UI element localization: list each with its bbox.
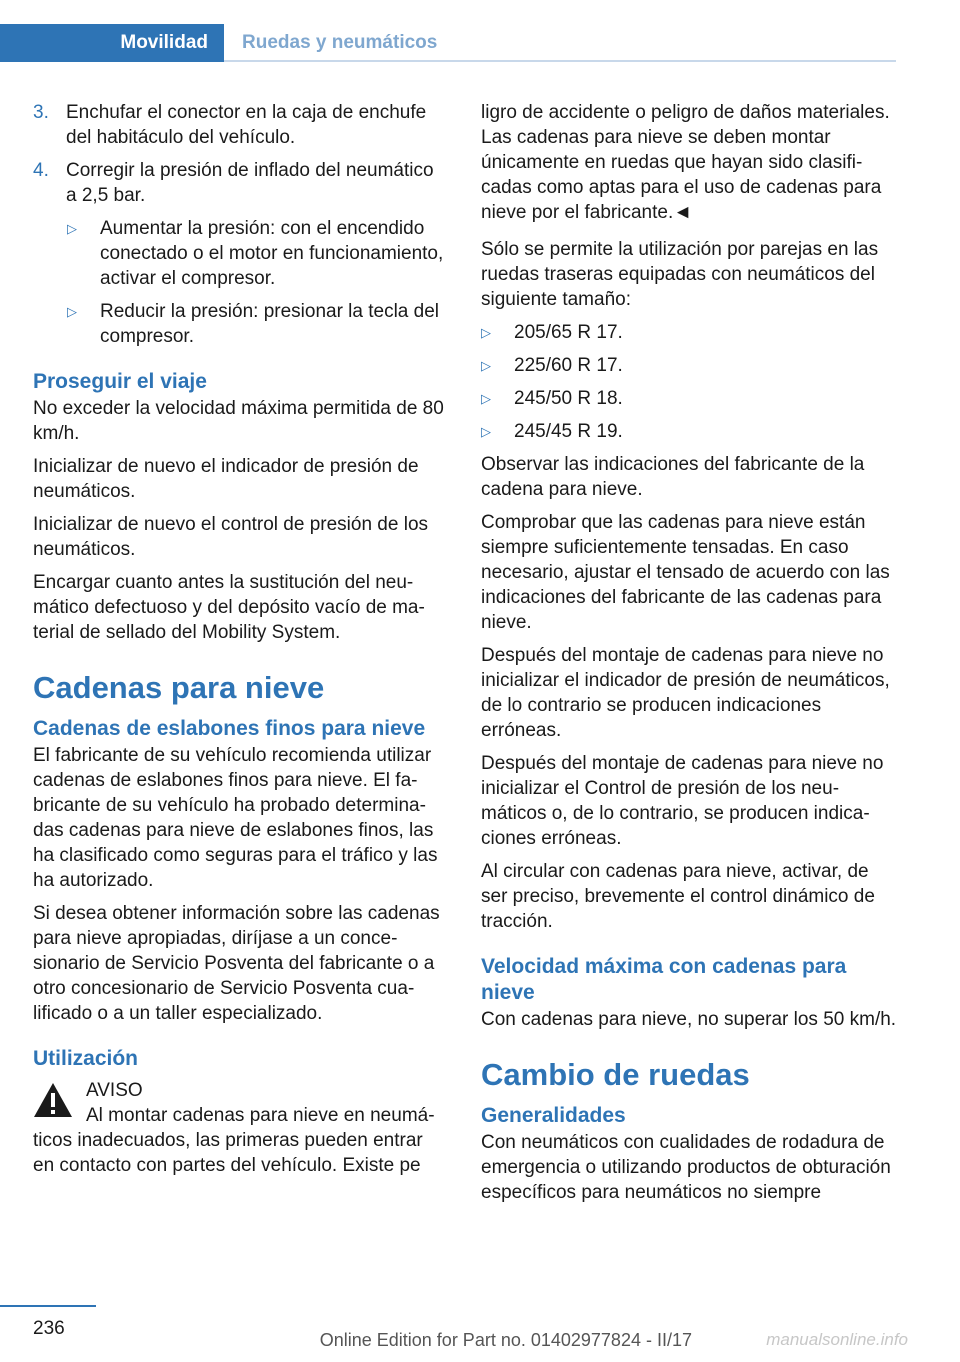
paragraph: Después del montaje de cadenas para nieve no inicializar el Control de presión de los neumáticos o, de lo contrario, se producen indicaciones erróneas. xyxy=(481,753,884,849)
paragraph: No exceder la velocidad máxima permitida de 80 km/h. xyxy=(33,398,444,444)
step-item xyxy=(33,100,449,150)
triangle-right-icon: ▷ xyxy=(481,391,491,406)
paragraph: Inicializar de nuevo el indicador de presión de neumáticos. xyxy=(33,456,419,502)
size-text: 205/65 R 17. xyxy=(514,322,623,343)
warning-title: AVISO xyxy=(86,1080,143,1101)
velocidad-heading: Velocidad máxima con cadenas para nieve xyxy=(481,955,847,1004)
paragraph: Con cadenas para nieve, no superar los 50 km/h. xyxy=(481,1009,897,1030)
size-text: 225/60 R 17. xyxy=(514,355,623,376)
proseguir-heading: Proseguir el viaje xyxy=(33,370,207,393)
page-header xyxy=(0,0,896,62)
sub-item-text: Reducir la presión: presionar la tecla del compresor. xyxy=(100,301,440,347)
left-column xyxy=(33,100,449,1178)
warning-triangle-icon xyxy=(33,1082,73,1118)
watermark: manualsonline.info xyxy=(766,1330,908,1349)
paragraph: Sólo se permite la utilización por parejas en las ruedas traseras equipadas con neumáticos del siguiente tamaño: xyxy=(481,239,879,310)
generalidades-heading: Generalidades xyxy=(481,1104,626,1127)
size-text: 245/50 R 18. xyxy=(514,388,623,409)
paragraph: Con neumáticos con cualidades de rodadura de emergencia o utilizando productos de obturación específicos para neumáticos no siempre xyxy=(481,1132,891,1203)
right-column xyxy=(481,100,897,1213)
paragraph: Al circular con cadenas para nieve, activar, de ser preciso, brevemente el control dinámico de tracción. xyxy=(481,861,875,932)
cambio-heading: Cambio de ruedas xyxy=(481,1057,750,1092)
paragraph: Comprobar que las cadenas para nieve están siempre suficientemente tensadas. En caso necesario, ajustar el tensado de acuerdo con las indicaciones del fabricante de las cadenas para nieve. xyxy=(481,512,890,633)
sub-item-text: Aumentar la presión: con el encendido conectado o el motor en funcionamiento, activar el compresor. xyxy=(100,218,444,289)
triangle-right-icon: ▷ xyxy=(67,221,77,236)
step-text: Enchufar el conector en la caja de enchufe del habitáculo del vehículo. xyxy=(66,102,427,148)
paragraph: Si desea obtener información sobre las cadenas para nieve apropiadas, diríjase a un concesionario de Servicio Posventa del fabricante o a otro concesionario de Servicio Posventa cualificado o a un taller especializado. xyxy=(33,903,440,1024)
list-item xyxy=(481,419,897,444)
cadenas-heading: Cadenas para nieve xyxy=(33,670,325,705)
eslabones-heading: Cadenas de eslabones finos para nieve xyxy=(33,717,426,740)
edition-text: Online Edition for Part no. 01402977824 - II/17 xyxy=(319,1330,692,1350)
size-text: 245/45 R 19. xyxy=(514,421,623,442)
paragraph: Encargar cuanto antes la sustitución del neumático defectuoso y del depósito vacío de material de sellado del Mobility System. xyxy=(33,572,425,643)
warning-continuation: ligro de accidente o peligro de daños materiales. Las cadenas para nieve se deben montar únicamente en ruedas que hayan sido clasificadas como aptas para el uso de cadenas para nieve por el fabricante.◄ xyxy=(481,102,890,223)
triangle-right-icon: ▷ xyxy=(481,424,491,439)
step-number: 3. xyxy=(33,102,49,123)
warning-block xyxy=(33,1078,449,1178)
paragraph: Observar las indicaciones del fabricante de la cadena para nieve. xyxy=(481,454,865,500)
triangle-right-icon: ▷ xyxy=(481,325,491,340)
paragraph: Después del montaje de cadenas para nieve no inicializar el indicador de presión de neumáticos, de lo contrario se producen indicaciones erróneas. xyxy=(481,645,890,741)
step-number: 4. xyxy=(33,160,49,181)
list-item xyxy=(481,386,897,411)
utilizacion-heading: Utilización xyxy=(33,1047,139,1070)
page-number: 236 xyxy=(33,1318,65,1339)
list-item xyxy=(481,353,897,378)
step-text: Corregir la presión de inflado del neumático a 2,5 bar. xyxy=(66,160,434,206)
header-section-tab: Movilidad xyxy=(0,24,224,62)
triangle-right-icon: ▷ xyxy=(481,358,491,373)
sub-list-item xyxy=(33,216,449,291)
sub-list-item xyxy=(33,299,449,349)
paragraph: Inicializar de nuevo el control de presión de los neumáticos. xyxy=(33,514,429,560)
footer-rule xyxy=(0,1305,96,1307)
list-item xyxy=(481,320,897,345)
header-rule xyxy=(224,60,896,62)
paragraph: El fabricante de su vehículo recomienda utilizar cadenas de eslabones finos para nieve. El fabricante de su vehículo ha probado determinadas cadenas para nieve de eslabones finos, las ha clasificado como seguras para el tráfico y las ha autorizado. xyxy=(33,745,438,891)
header-subsection-tab: Ruedas y neumáticos xyxy=(242,32,438,53)
warning-text: Al montar cadenas para nieve en neumáticos inadecuados, las primeras pueden entrar en contacto con partes del vehículo. Existe pe xyxy=(33,1105,435,1176)
step-item xyxy=(33,158,449,208)
triangle-right-icon: ▷ xyxy=(67,304,77,319)
